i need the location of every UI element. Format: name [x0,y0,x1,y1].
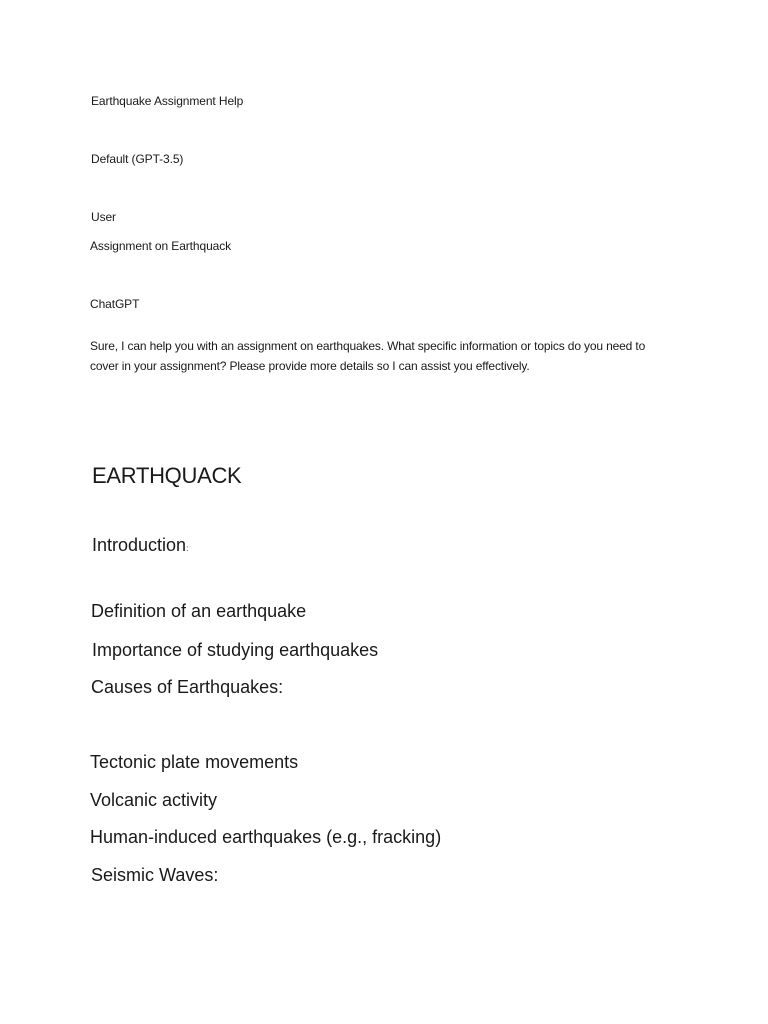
user-message: Assignment on Earthquack [90,239,232,253]
document-heading: EARTHQUACK [92,463,242,488]
cause-item-human-induced: Human-induced earthquakes (e.g., fracking) [90,827,442,847]
assistant-label: ChatGPT [90,297,140,311]
user-label: User [91,210,116,224]
model-label: Default (GPT-3.5) [91,152,184,166]
causes-heading: Causes of Earthquakes: [91,677,284,697]
introduction-heading [92,535,188,556]
intro-item-definition: Definition of an earthquake [91,601,307,621]
intro-item-importance: Importance of studying earthquakes [92,640,379,660]
assistant-message: Sure, I can help you with an assignment on earthquakes. What specific information or topics do you need to cover in your assignment? Please provide more details so I can assist you effectively. [90,339,646,373]
introduction-label: Introduction [92,535,187,555]
introduction-colon: : [186,544,189,553]
cause-item-tectonic: Tectonic plate movements [90,752,299,772]
cause-item-volcanic: Volcanic activity [90,790,218,810]
seismic-waves-heading: Seismic Waves: [91,865,219,885]
chat-title: Earthquake Assignment Help [91,94,244,108]
